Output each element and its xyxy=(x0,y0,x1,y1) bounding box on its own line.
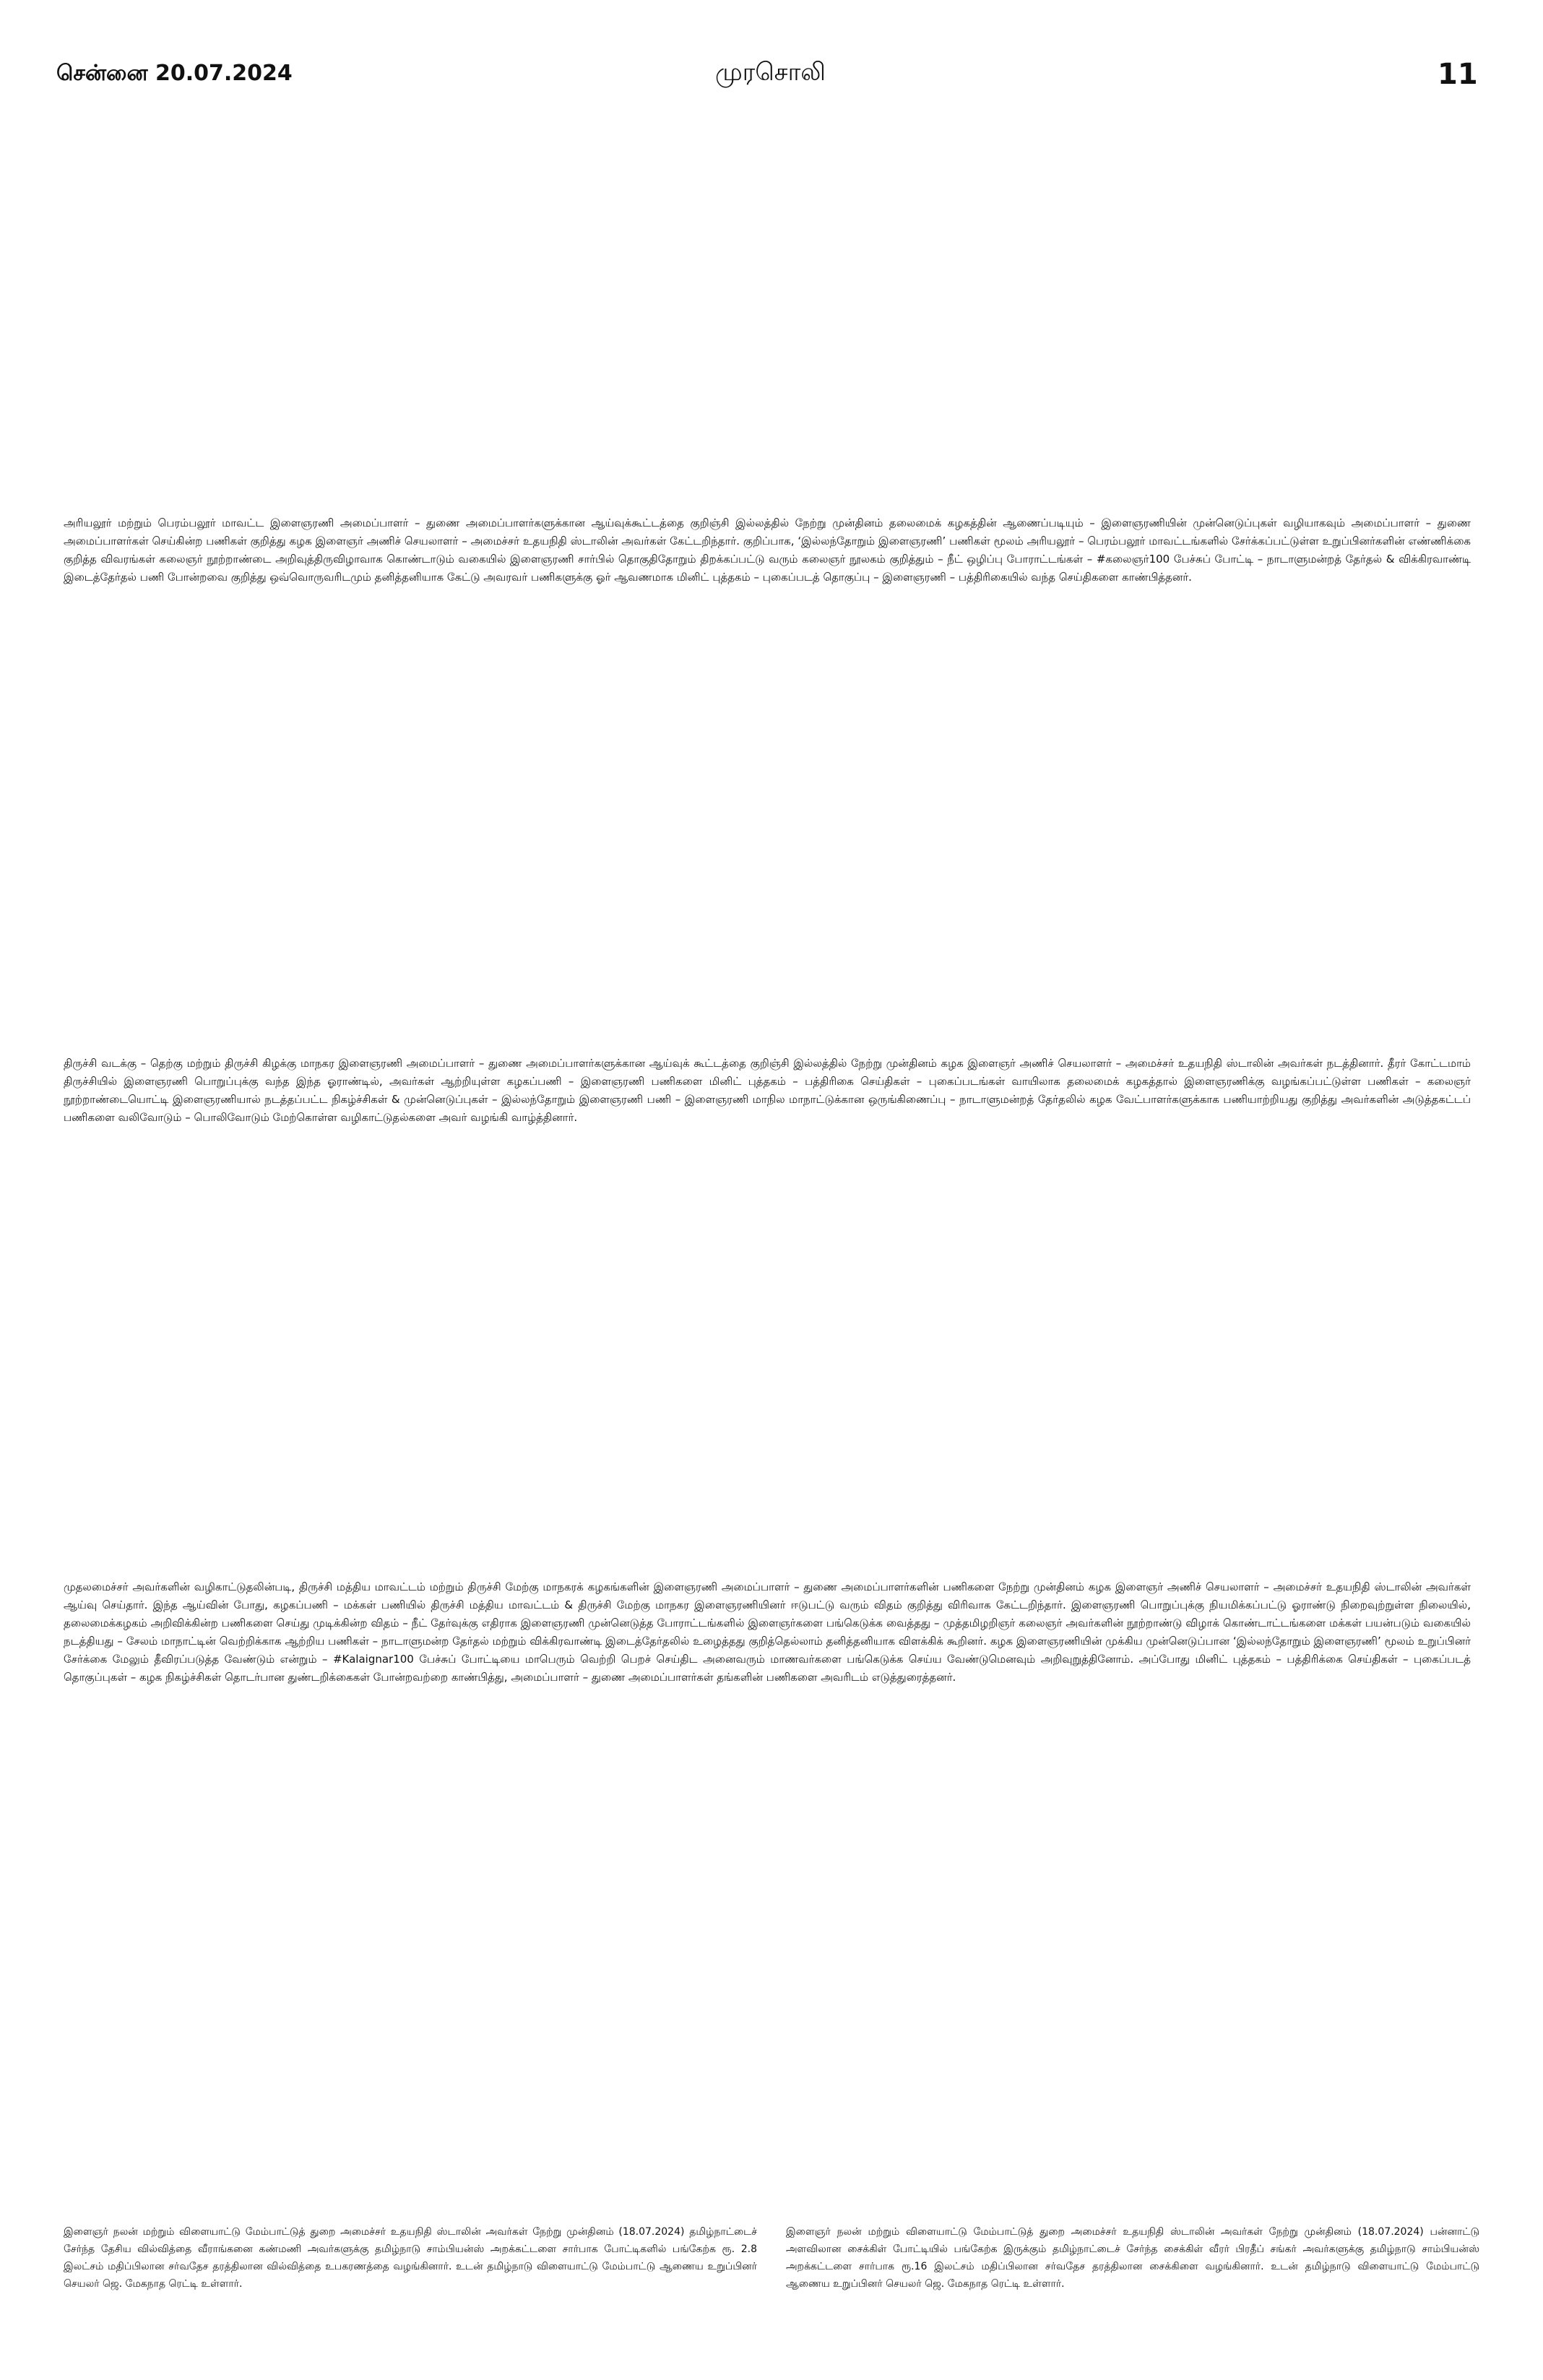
photo-caption-ariyalur-perambalur: அரியலூர் மற்றும் பெரம்பலூர் மாவட்ட இளைஞரணி அமைப்பாளர் – துணை அமைப்பாளர்களுக்கான ஆய்வுக்கூட்டத்தை குறிஞ்சி இல்லத்தில் நேற்று முன்தினம் தலைமைக் கழகத்தின் ஆணைப்படியும் – இளைஞரணியின் முன்னெடுப்புகள் வழியாகவும் அமைப்பாளர் – துணை அமைப்பாளர்கள் செய்கின்ற பணிகள் குறித்து கழக இளைஞர் அணிச் செயலாளர் – அமைச்சர் உதயநிதி ஸ்டாலின் அவர்கள் கேட்டறிந்தார். குறிப்பாக, ‘இல்லந்தோறும் இளைஞரணி’ பணிகள் மூலம் அரியலூர் – பெரம்பலூர் மாவட்டங்களில் சேர்க்கப்பட்டுள்ள உறுப்பினர்களின் எண்ணிக்கை குறித்த விவரங்கள் கலைஞர் நூற்றாண்டை அறிவுத்திருவிழாவாக கொண்டாடும் வகையில் இளைஞரணி சார்பில் தொகுதிதோறும் திறக்கப்பட்டு வரும் கலைஞர் நூலகம் குறித்தும் – நீட் ஒழிப்பு போராட்டங்கள் – #கலைஞர்100 பேச்சுப் போட்டி – நாடாளுமன்றத் தேர்தல் & விக்கிரவாண்டி இடைத்தேர்தல் பணி போன்றவை குறித்து ஒவ்வொருவரிடமும் தனித்தனியாக கேட்டு அவரவர் பணிகளுக்கு ஓர் ஆவணமாக மினிட் புத்தகம் – புகைப்படத் தொகுப்பு – இளைஞரணி – பத்திரிகையில் வந்த செய்திகளை காண்பித்தனர். xyxy=(64,516,1471,584)
photo-caption-trichy-central-west: முதலமைச்சர் அவர்களின் வழிகாட்டுதலின்படி, திருச்சி மத்திய மாவட்டம் மற்றும் திருச்சி மேற்கு மாநகரக் கழகங்களின் இளைஞரணி அமைப்பாளர் – துணை அமைப்பாளர்களின் பணிகளை நேற்று முன்தினம் கழக இளைஞர் அணிச் செயலாளர் – அமைச்சர் உதயநிதி ஸ்டாலின் அவர்கள் ஆய்வு செய்தார். இந்த ஆய்வின் போது, கழகப்பணி – மக்கள் பணியில் திருச்சி மத்திய மாவட்டம் & திருச்சி மேற்கு மாநகர இளைஞரணியினர் ஈடுபட்டு வரும் விதம் குறித்து விரிவாக கேட்டறிந்தார். இளைஞரணி பொறுப்புக்கு நியமிக்கப்பட்டு ஓராண்டு நிறைவுற்றுள்ள நிலையில், தலைமைக்கழகம் அறிவிக்கின்ற பணிகளை செய்து முடிக்கின்ற விதம் – நீட் தேர்வுக்கு எதிராக இளைஞரணி முன்னெடுத்த போராட்டங்களில் இளைஞர்களை பங்கெடுக்க வைத்தது – முத்தமிழறிஞர் கலைஞர் அவர்களின் நூற்றாண்டு விழாக் கொண்டாட்டங்களை மக்கள் பயன்படும் வகையில் நடத்தியது – சேலம் மாநாட்டின் வெற்றிக்காக ஆற்றிய பணிகள் – நாடாளுமன்ற தேர்தல் மற்றும் விக்கிரவாண்டி இடைத்தேர்தலில் உழைத்தது குறித்தெல்லாம் தனித்தனியாக விளக்கிக் கூறினர். கழக இளைஞரணியின் முக்கிய முன்னெடுப்பான ‘இல்லந்தோறும் இளைஞரணி’ மூலம் உறுப்பினர் சேர்க்கை மேலும் தீவிரப்படுத்த வேண்டும் என்றும் – #Kalaignar100 பேச்சுப் போட்டியை மாபெரும் வெற்றி பெறச் செய்திட அனைவரும் மாணவர்களை பங்கெடுக்க செய்ய வேண்டுமெனவும் அறிவுறுத்தினோம். அப்போது மினிட் புத்தகம் – பத்திரிக்கை செய்திகள் – புகைப்படத் தொகுப்புகள் – கழக நிகழ்ச்சிகள் தொடர்பான துண்டறிக்கைகள் போன்றவற்றை காண்பித்து, அமைப்பாளர் – துணை அமைப்பாளர்கள் தங்களின் பணிகளை அவரிடம் எடுத்துரைத்தனர். xyxy=(64,1580,1471,1684)
page-number: 11 xyxy=(1438,58,1478,91)
photo-caption-trichy-north-south-east: திருச்சி வடக்கு – தெற்கு மற்றும் திருச்சி கிழக்கு மாநகர இளைஞரணி அமைப்பாளர் – துணை அமைப்பாளர்களுக்கான ஆய்வுக் கூட்டத்தை குறிஞ்சி இல்லத்தில் நேற்று முன்தினம் கழக இளைஞர் அணிச் செயலாளர் – அமைச்சர் உதயநிதி ஸ்டாலின் அவர்கள் நடத்தினார். தீரர் கோட்டமாம் திருச்சியில் இளைஞரணி பொறுப்புக்கு வந்த இந்த ஓராண்டில், அவர்கள் ஆற்றியுள்ள கழகப்பணி – இளைஞரணி பணிகளை மினிட் புத்தகம் – பத்திரிகை செய்திகள் – புகைப்படங்கள் வாயிலாக தலைமைக் கழகத்தால் இளைஞரணிக்கு வழங்கப்பட்டுள்ள பணிகள் – கலைஞர் நூற்றாண்டையொட்டி இளைஞரணியால் நடத்தப்பட்ட நிகழ்ச்சிகள் & முன்னெடுப்புகள் – இல்லந்தோறும் இளைஞரணி பணி – இளைஞரணி மாநில மாநாட்டுக்கான ஒருங்கிணைப்பு – நாடாளுமன்றத் தேர்தலில் கழக வேட்பாளர்களுக்காக பணியாற்றியது குறித்து அவர்களின் அடுத்தகட்டப் பணிகளை வலிவோடும் – பொலிவோடும் மேற்கொள்ள வழிகாட்டுதல்களை அவர் வழங்கி வாழ்த்தினார். xyxy=(64,1057,1471,1124)
photo-caption-cycle-presentation: இளைஞர் நலன் மற்றும் விளையாட்டு மேம்பாட்டுத் துறை அமைச்சர் உதயநிதி ஸ்டாலின் அவர்கள் நேற்று முன்தினம் (18.07.2024) பன்னாட்டு அளவிலான சைக்கிள் போட்டியில் பங்கேற்க இருக்கும் தமிழ்நாட்டைச் சேர்ந்த சைக்கிள் வீரர் பிரதீப் சங்கர் அவர்களுக்கு தமிழ்நாடு சாம்பியன்ஸ் அறக்கட்டளை சார்பாக ரூ.16 இலட்சம் மதிப்பிலான சர்வதேச தரத்திலான சைக்கிளை வழங்கினார். உடன் தமிழ்நாடு விளையாட்டு மேம்பாட்டு ஆணைய உறுப்பினர் செயலர் ஜெ. மேகநாத ரெட்டி உள்ளார். xyxy=(786,2226,1479,2290)
issue-date: சென்னை 20.07.2024 xyxy=(56,61,293,86)
page-header xyxy=(0,0,1543,108)
photo-caption-archery-equipment: இளைஞர் நலன் மற்றும் விளையாட்டு மேம்பாட்டுத் துறை அமைச்சர் உதயநிதி ஸ்டாலின் அவர்கள் நேற்று முன்தினம் (18.07.2024) தமிழ்நாட்டைச் சேர்ந்த தேசிய வில்வித்தை வீராங்கனை கண்மணி அவர்களுக்கு தமிழ்நாடு சாம்பியன்ஸ் அறக்கட்டளை சார்பாக போட்டிகளில் பங்கேற்க ரூ. 2.8 இலட்சம் மதிப்பிலான சர்வதேச தரத்திலான வில்வித்தை உபகரணத்தை வழங்கினார். உடன் தமிழ்நாடு விளையாட்டு மேம்பாட்டு ஆணைய உறுப்பினர் செயலர் ஜெ. மேகநாத ரெட்டி உள்ளார். xyxy=(64,2226,757,2290)
newspaper-title: முரசொலி xyxy=(715,58,826,87)
